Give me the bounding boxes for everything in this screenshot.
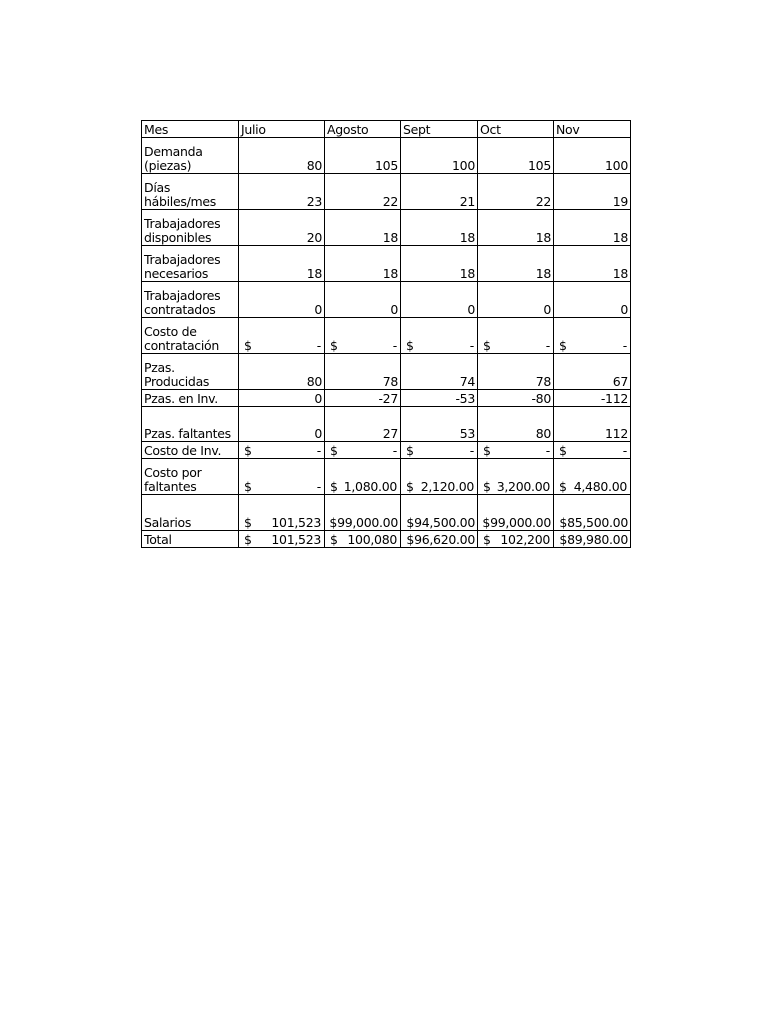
table-row [142, 495, 631, 531]
table-row [142, 318, 631, 354]
amount: 100,080 [347, 532, 397, 547]
table-cell [554, 442, 631, 459]
table-cell: $99,000.00 [478, 495, 554, 531]
amount: 101,523 [271, 532, 321, 547]
table-cell: $99,000.00 [325, 495, 401, 531]
table-cell [325, 442, 401, 459]
table-cell [554, 459, 631, 495]
row-label: Salarios [142, 495, 239, 531]
table-cell: -27 [325, 390, 401, 407]
amount: 2,120.00 [420, 479, 474, 494]
amount: - [469, 338, 474, 353]
table-row [142, 390, 631, 407]
table-row [142, 246, 631, 282]
row-label: Trabajadores disponibles [142, 210, 239, 246]
table-cell: 80 [478, 407, 554, 442]
amount: 102,200 [500, 532, 550, 547]
table-cell [325, 318, 401, 354]
row-label: Trabajadores necesarios [142, 246, 239, 282]
table-cell: -112 [554, 390, 631, 407]
table-cell: 112 [554, 407, 631, 442]
table-cell [325, 459, 401, 495]
table-cell: $89,980.00 [554, 531, 631, 548]
header-cell: Nov [554, 121, 631, 138]
currency-symbol: $ [330, 479, 338, 494]
table-cell [478, 318, 554, 354]
row-label: Días hábiles/mes [142, 174, 239, 210]
row-label: Pzas. Producidas [142, 354, 239, 390]
currency-symbol: $ [244, 338, 252, 353]
table-cell: 74 [401, 354, 478, 390]
spreadsheet [141, 120, 630, 548]
table-cell [401, 318, 478, 354]
table-cell: 21 [401, 174, 478, 210]
table-cell: 80 [239, 354, 325, 390]
table-cell: $85,500.00 [554, 495, 631, 531]
table-row [142, 174, 631, 210]
table-cell: 18 [325, 210, 401, 246]
header-cell: Sept [401, 121, 478, 138]
currency-symbol: $ [330, 338, 338, 353]
table-cell [401, 459, 478, 495]
row-label: Costo de Inv. [142, 442, 239, 459]
table-cell: -80 [478, 390, 554, 407]
row-label: Costo de contratación [142, 318, 239, 354]
currency-symbol: $ [330, 443, 338, 458]
table-cell [239, 531, 325, 548]
currency-symbol: $ [559, 479, 567, 494]
table-cell: 0 [478, 282, 554, 318]
table-cell: 0 [401, 282, 478, 318]
amount: - [316, 443, 321, 458]
header-cell: Mes [142, 121, 239, 138]
amount: - [392, 338, 397, 353]
table-cell [239, 318, 325, 354]
table-cell: 18 [401, 246, 478, 282]
table-cell: 18 [554, 246, 631, 282]
table-cell [401, 442, 478, 459]
amount: - [545, 443, 550, 458]
table-cell: 105 [325, 138, 401, 174]
currency-symbol: $ [559, 338, 567, 353]
table-cell: 0 [325, 282, 401, 318]
table-cell: 19 [554, 174, 631, 210]
table-row [142, 282, 631, 318]
currency-symbol: $ [483, 532, 491, 547]
table-cell [478, 531, 554, 548]
header-cell: Julio [239, 121, 325, 138]
currency-symbol: $ [406, 338, 414, 353]
amount: 4,480.00 [573, 479, 627, 494]
table-cell: 0 [239, 407, 325, 442]
table-cell: 80 [239, 138, 325, 174]
currency-symbol: $ [483, 338, 491, 353]
header-cell: Oct [478, 121, 554, 138]
table-cell [554, 318, 631, 354]
table-row [142, 210, 631, 246]
amount: 101,523 [271, 515, 321, 530]
table-row [142, 407, 631, 442]
table-cell: 67 [554, 354, 631, 390]
table-cell: 18 [325, 246, 401, 282]
currency-symbol: $ [406, 479, 414, 494]
table-cell [478, 459, 554, 495]
table-cell: 22 [325, 174, 401, 210]
table-row [142, 354, 631, 390]
production-plan-table [141, 120, 631, 548]
table-cell: 18 [554, 210, 631, 246]
amount: - [622, 443, 627, 458]
table-cell: 0 [239, 282, 325, 318]
header-row [142, 121, 631, 138]
table-cell: 18 [478, 246, 554, 282]
amount: 3,200.00 [496, 479, 550, 494]
table-cell: 78 [325, 354, 401, 390]
table-cell: 18 [478, 210, 554, 246]
currency-symbol: $ [483, 479, 491, 494]
table-cell [325, 531, 401, 548]
table-cell: $94,500.00 [401, 495, 478, 531]
amount: - [545, 338, 550, 353]
table-cell: 100 [554, 138, 631, 174]
table-cell: 0 [554, 282, 631, 318]
currency-symbol: $ [244, 479, 252, 494]
row-label: Pzas. en Inv. [142, 390, 239, 407]
row-label: Total [142, 531, 239, 548]
row-label: Costo por faltantes [142, 459, 239, 495]
currency-symbol: $ [244, 443, 252, 458]
currency-symbol: $ [483, 443, 491, 458]
row-label: Trabajadores contratados [142, 282, 239, 318]
table-cell: 23 [239, 174, 325, 210]
currency-symbol: $ [330, 532, 338, 547]
table-cell: 22 [478, 174, 554, 210]
amount: - [392, 443, 397, 458]
table-cell: 18 [239, 246, 325, 282]
table-row [142, 459, 631, 495]
currency-symbol: $ [244, 515, 252, 530]
amount: - [316, 338, 321, 353]
table-cell: 18 [401, 210, 478, 246]
table-cell: 100 [401, 138, 478, 174]
table-row [142, 442, 631, 459]
table-cell [239, 442, 325, 459]
table-cell [239, 459, 325, 495]
amount: - [469, 443, 474, 458]
table-cell [478, 442, 554, 459]
header-cell: Agosto [325, 121, 401, 138]
table-cell: 78 [478, 354, 554, 390]
table-cell: $96,620.00 [401, 531, 478, 548]
table-cell: 27 [325, 407, 401, 442]
amount: - [622, 338, 627, 353]
amount: - [316, 479, 321, 494]
table-cell: 0 [239, 390, 325, 407]
currency-symbol: $ [244, 532, 252, 547]
table-row [142, 138, 631, 174]
row-label: Demanda (piezas) [142, 138, 239, 174]
table-cell: -53 [401, 390, 478, 407]
table-row [142, 531, 631, 548]
table-cell: 53 [401, 407, 478, 442]
currency-symbol: $ [559, 443, 567, 458]
row-label: Pzas. faltantes [142, 407, 239, 442]
currency-symbol: $ [406, 443, 414, 458]
table-cell: 20 [239, 210, 325, 246]
amount: 1,080.00 [343, 479, 397, 494]
table-cell: 105 [478, 138, 554, 174]
table-cell [239, 495, 325, 531]
